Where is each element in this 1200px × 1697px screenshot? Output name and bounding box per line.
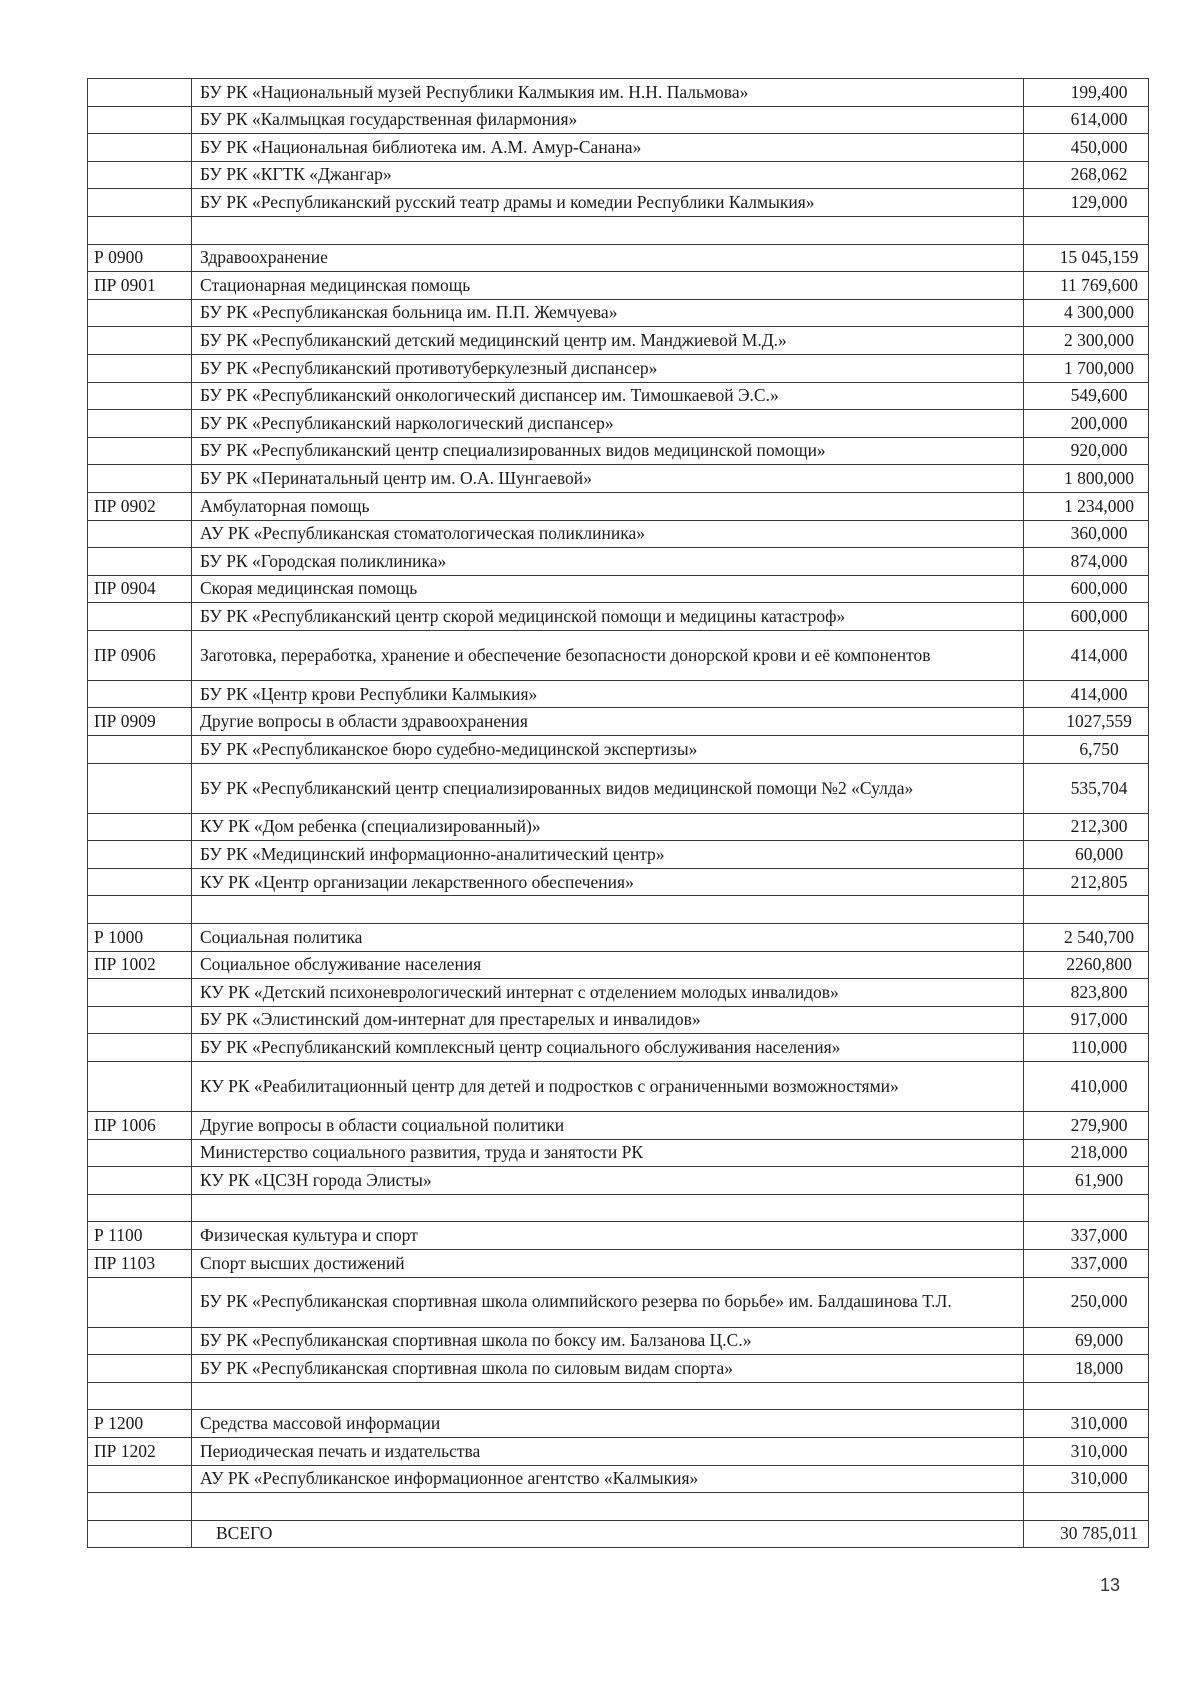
row-code [88,161,192,189]
row-name: Скорая медицинская помощь [192,575,1024,603]
table-row [88,630,1149,680]
row-amount [1024,216,1149,244]
table-row [88,1167,1149,1195]
row-amount: 1 234,000 [1024,492,1149,520]
table-row [88,106,1149,134]
table-row [88,79,1149,107]
row-name: Физическая культура и спорт [192,1222,1024,1250]
table-row [88,1327,1149,1355]
row-name: АУ РК «Республиканская стоматологическая поликлиника» [192,520,1024,548]
row-name: Средства массовой информации [192,1410,1024,1438]
row-amount: 15 045,159 [1024,244,1149,272]
row-amount: 2 540,700 [1024,924,1149,952]
row-code [88,1327,192,1355]
table-row [88,1277,1149,1327]
row-code: Р 1000 [88,924,192,952]
page-number: 13 [1100,1575,1121,1595]
row-amount: 535,704 [1024,763,1149,813]
row-amount: 18,000 [1024,1355,1149,1383]
table-row [88,1355,1149,1383]
row-name: БУ РК «Республиканский детский медицинский центр им. Манджиевой М.Д.» [192,327,1024,355]
row-amount: 414,000 [1024,680,1149,708]
row-amount: 2 300,000 [1024,327,1149,355]
row-name: КУ РК «ЦСЗН города Элисты» [192,1167,1024,1195]
row-amount: 310,000 [1024,1437,1149,1465]
budget-table [87,78,1149,1548]
row-name: Амбулаторная помощь [192,492,1024,520]
row-amount: 600,000 [1024,575,1149,603]
row-amount: 129,000 [1024,189,1149,217]
table-row [88,736,1149,764]
row-code [88,79,192,107]
table-row [88,492,1149,520]
row-amount: 823,800 [1024,979,1149,1007]
row-name: БУ РК «Центр крови Республики Калмыкия» [192,680,1024,708]
row-name: Социальная политика [192,924,1024,952]
row-code [88,520,192,548]
row-amount: 61,900 [1024,1167,1149,1195]
spacer-row [88,1194,1149,1222]
row-name: Периодическая печать и издательства [192,1437,1024,1465]
row-name: БУ РК «Элистинский дом-интернат для престарелых и инвалидов» [192,1006,1024,1034]
row-code: Р 1200 [88,1410,192,1438]
row-code: ПР 0901 [88,272,192,300]
row-name: Стационарная медицинская помощь [192,272,1024,300]
row-name: АУ РК «Республиканское информационное агентство «Калмыкия» [192,1465,1024,1493]
row-amount: 218,000 [1024,1139,1149,1167]
row-name: БУ РК «Республиканский центр скорой медицинской помощи и медицины катастроф» [192,603,1024,631]
table-row [88,1139,1149,1167]
row-code [88,1465,192,1493]
table-row [88,1249,1149,1277]
row-code [88,134,192,162]
row-amount: 310,000 [1024,1410,1149,1438]
table-row [88,1006,1149,1034]
row-code [88,106,192,134]
row-amount: 614,000 [1024,106,1149,134]
row-amount: 920,000 [1024,437,1149,465]
row-amount: 199,400 [1024,79,1149,107]
row-name: Социальное обслуживание населения [192,951,1024,979]
row-code: ПР 1002 [88,951,192,979]
table-row [88,1222,1149,1250]
table-row [88,465,1149,493]
row-amount [1024,1493,1149,1521]
spacer-row [88,216,1149,244]
total-row [88,1520,1149,1548]
row-amount [1024,1382,1149,1410]
row-code [88,1006,192,1034]
row-amount: 212,300 [1024,813,1149,841]
row-amount: 2260,800 [1024,951,1149,979]
row-name: БУ РК «Республиканский комплексный центр социального обслуживания населения» [192,1034,1024,1062]
row-amount: 1 800,000 [1024,465,1149,493]
row-name: БУ РК «Республиканская больница им. П.П. Жемчуева» [192,299,1024,327]
table-row [88,1034,1149,1062]
row-code [88,1355,192,1383]
row-code [88,1034,192,1062]
table-row [88,189,1149,217]
row-amount: 549,600 [1024,382,1149,410]
row-name: БУ РК «Республиканское бюро судебно-медицинской экспертизы» [192,736,1024,764]
row-name: БУ РК «Республиканская спортивная школа по силовым видам спорта» [192,1355,1024,1383]
row-code [88,680,192,708]
row-amount: 11 769,600 [1024,272,1149,300]
row-code [88,868,192,896]
table-row [88,680,1149,708]
row-name: КУ РК «Реабилитационный центр для детей и подростков с ограниченными возможностями» [192,1062,1024,1112]
row-amount: 917,000 [1024,1006,1149,1034]
row-code: ПР 0909 [88,708,192,736]
row-code [88,1194,192,1222]
table-row [88,868,1149,896]
row-amount: 450,000 [1024,134,1149,162]
row-code [88,603,192,631]
row-code [88,465,192,493]
row-name: БУ РК «Перинатальный центр им. О.А. Шунгаевой» [192,465,1024,493]
row-code [88,1139,192,1167]
row-amount: 30 785,011 [1024,1520,1149,1548]
row-amount: 6,750 [1024,736,1149,764]
row-amount: 200,000 [1024,410,1149,438]
row-amount: 337,000 [1024,1249,1149,1277]
table-row [88,354,1149,382]
row-code [88,1493,192,1521]
table-row [88,1437,1149,1465]
table-row [88,1112,1149,1140]
row-name: БУ РК «Республиканская спортивная школа олимпийского резерва по борьбе» им. Балдашинова Т.Л. [192,1277,1024,1327]
row-name: БУ РК «Республиканский центр специализированных видов медицинской помощи» [192,437,1024,465]
row-name: Спорт высших достижений [192,1249,1024,1277]
spacer-row [88,896,1149,924]
row-amount: 600,000 [1024,603,1149,631]
table-row [88,410,1149,438]
row-name [192,1194,1024,1222]
row-amount: 60,000 [1024,841,1149,869]
row-name: БУ РК «КГТК «Джангар» [192,161,1024,189]
row-name: Заготовка, переработка, хранение и обеспечение безопасности донорской крови и её компонентов [192,630,1024,680]
row-name [192,1382,1024,1410]
row-amount: 1 700,000 [1024,354,1149,382]
row-code: ПР 1006 [88,1112,192,1140]
row-code: ПР 0902 [88,492,192,520]
row-name: Здравоохранение [192,244,1024,272]
row-amount [1024,1194,1149,1222]
row-amount: 410,000 [1024,1062,1149,1112]
table-row [88,763,1149,813]
row-name: БУ РК «Республиканский наркологический диспансер» [192,410,1024,438]
row-name: БУ РК «Республиканский онкологический диспансер им. Тимошкаевой Э.С.» [192,382,1024,410]
row-name: БУ РК «Национальная библиотека им. А.М. Амур-Санана» [192,134,1024,162]
row-amount: 310,000 [1024,1465,1149,1493]
row-name: БУ РК «Республиканский центр специализированных видов медицинской помощи №2 «Сулда» [192,763,1024,813]
row-code [88,189,192,217]
table-row [88,161,1149,189]
table-row [88,575,1149,603]
table-row [88,520,1149,548]
table-row [88,841,1149,869]
row-amount: 4 300,000 [1024,299,1149,327]
table-row [88,603,1149,631]
row-code [88,1382,192,1410]
row-code: Р 0900 [88,244,192,272]
table-row [88,382,1149,410]
row-name: Другие вопросы в области здравоохранения [192,708,1024,736]
spacer-row [88,1382,1149,1410]
row-name: ВСЕГО [192,1520,1024,1548]
table-row [88,708,1149,736]
row-code [88,979,192,1007]
table-row [88,548,1149,576]
row-name: БУ РК «Городская поликлиника» [192,548,1024,576]
table-row [88,272,1149,300]
row-name: БУ РК «Медицинский информационно-аналитический центр» [192,841,1024,869]
row-code [88,813,192,841]
row-amount: 874,000 [1024,548,1149,576]
row-code: ПР 1103 [88,1249,192,1277]
row-name: Министерство социального развития, труда и занятости РК [192,1139,1024,1167]
row-name: КУ РК «Детский психоневрологический интернат с отделением молодых инвалидов» [192,979,1024,1007]
spacer-row [88,1493,1149,1521]
row-name: БУ РК «Калмыцкая государственная филармония» [192,106,1024,134]
row-code [88,896,192,924]
row-code [88,410,192,438]
row-amount: 337,000 [1024,1222,1149,1250]
table-row [88,1465,1149,1493]
row-amount: 1027,559 [1024,708,1149,736]
row-code: ПР 0904 [88,575,192,603]
row-amount: 268,062 [1024,161,1149,189]
row-amount: 360,000 [1024,520,1149,548]
row-code [88,382,192,410]
budget-table-body [88,79,1149,1548]
row-code: ПР 0906 [88,630,192,680]
table-row [88,1062,1149,1112]
row-code: Р 1100 [88,1222,192,1250]
row-code [88,354,192,382]
row-amount: 110,000 [1024,1034,1149,1062]
row-amount: 250,000 [1024,1277,1149,1327]
row-code [88,1277,192,1327]
row-code [88,548,192,576]
table-row [88,951,1149,979]
row-name [192,216,1024,244]
table-row [88,1410,1149,1438]
row-code: ПР 1202 [88,1437,192,1465]
row-amount: 69,000 [1024,1327,1149,1355]
row-code [88,1167,192,1195]
row-code [88,216,192,244]
row-amount: 212,805 [1024,868,1149,896]
row-name: КУ РК «Дом ребенка (специализированный)» [192,813,1024,841]
row-code [88,1520,192,1548]
row-amount: 414,000 [1024,630,1149,680]
row-name: Другие вопросы в области социальной политики [192,1112,1024,1140]
table-row [88,924,1149,952]
table-row [88,437,1149,465]
table-row [88,813,1149,841]
row-code [88,841,192,869]
row-code [88,437,192,465]
row-name [192,1493,1024,1521]
row-name: БУ РК «Республиканский русский театр драмы и комедии Республики Калмыкия» [192,189,1024,217]
row-amount: 279,900 [1024,1112,1149,1140]
row-code [88,327,192,355]
row-name: БУ РК «Республиканская спортивная школа по боксу им. Балзанова Ц.С.» [192,1327,1024,1355]
row-name: БУ РК «Национальный музей Республики Калмыкия им. Н.Н. Пальмова» [192,79,1024,107]
row-code [88,763,192,813]
row-code [88,736,192,764]
row-name [192,896,1024,924]
row-code [88,299,192,327]
table-row [88,979,1149,1007]
table-row [88,299,1149,327]
table-row [88,134,1149,162]
row-code [88,1062,192,1112]
row-name: БУ РК «Республиканский противотуберкулезный диспансер» [192,354,1024,382]
row-amount [1024,896,1149,924]
row-name: КУ РК «Центр организации лекарственного обеспечения» [192,868,1024,896]
table-row [88,327,1149,355]
table-row [88,244,1149,272]
